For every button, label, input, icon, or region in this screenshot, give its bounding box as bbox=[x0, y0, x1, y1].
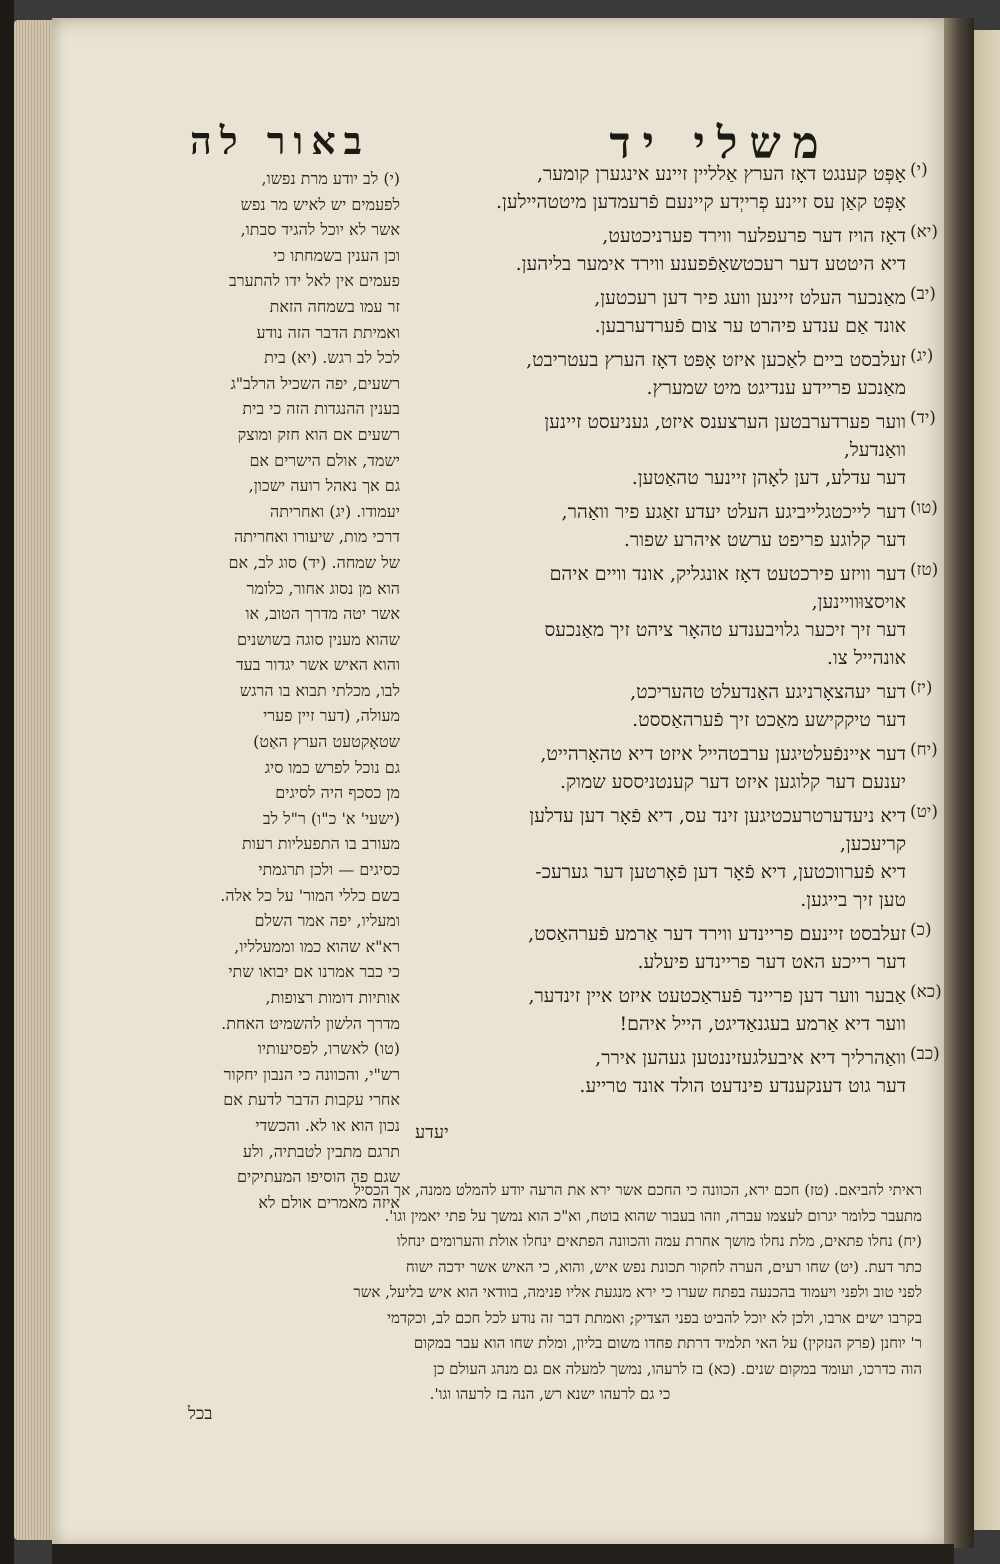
commentary-line: של שמחה. (יד) סוג לב, אם bbox=[228, 552, 400, 572]
verse-line: אויסצוּוויינען, bbox=[811, 591, 906, 613]
commentary-line: דרכי מות, שיעורו ואחריתה bbox=[233, 527, 400, 547]
commentary-line: אשר יטה מדרך הטוב, או bbox=[245, 604, 400, 624]
verse-line: דער קלוגע פריפט ערשט איהרע שפור. bbox=[623, 529, 906, 551]
verse-line: זעלבסט ביים לאַכען איזט אָפּט דאָז הערץ בעטריבט, bbox=[526, 349, 906, 371]
book-gutter bbox=[944, 18, 974, 1548]
verse-number: (כ) bbox=[910, 920, 932, 940]
running-head-commentary: באור לה bbox=[190, 118, 370, 163]
verse-number: (כב) bbox=[910, 1044, 940, 1064]
commentary-line: מדרך הלשון להשמיט האחת. bbox=[221, 1013, 400, 1033]
verse bbox=[410, 346, 940, 402]
commentary-line: שגם פה הוסיפו המעתיקים bbox=[237, 1167, 400, 1187]
verse bbox=[410, 222, 940, 278]
verse-line: דער איינפֿעלטיגען ערבטהייל איזט דיא טהאָרהייט, bbox=[540, 743, 906, 765]
verse-line: דער זיך זיכער גלויבענדע טהאָר ציהט זיך מאַנכעס bbox=[544, 619, 906, 641]
bottom-commentary-line: בקרבו ישים ארבו, ולכן לא יוכל להביט בפני הצדיק; ואמתת דבר זה נודע לכל חכם לב, וכקדמי bbox=[387, 1308, 922, 1327]
verse bbox=[410, 560, 940, 672]
scan-bottom-edge bbox=[52, 1544, 954, 1564]
commentary-line: אותיות דומות רצופות, bbox=[265, 988, 400, 1007]
verse-line: דער גוט דענקענדע פינדעט הולד אונד טרייע. bbox=[579, 1075, 906, 1097]
commentary-line: כסיגים — ולכן תרגמתי bbox=[258, 860, 400, 880]
catchword-bottom: בכל bbox=[188, 1404, 213, 1424]
verse bbox=[410, 498, 940, 554]
commentary-line: אחרי עקבות הדבר לדעת אם bbox=[223, 1090, 400, 1110]
verse-line: דער יעהצאָרניגע האַנדעלט טהעריכט, bbox=[630, 681, 906, 703]
bottom-commentary-line: ראיתי להביאם. (טז) חכם ירא, הכוונה כי החכם אשר ירא את הרעה יודע להמלט ממנה, אך הכסיל bbox=[353, 1181, 922, 1199]
commentary-line: גם נוכל לפרש כמו סיג bbox=[264, 757, 400, 777]
verse-text bbox=[410, 1044, 906, 1100]
verse-line: ווער פערדערבטען הערצענס איזט, געניעסט זיינען bbox=[544, 411, 906, 433]
verse-line: יענעם דער קלוגען איזט דער קענטניססע שמוק. bbox=[559, 771, 906, 793]
verse-number: (יח) bbox=[910, 740, 938, 760]
verse bbox=[410, 920, 940, 976]
verse-line: אונד אַם ענדע פיהרט ער צום פֿערדערבען. bbox=[594, 315, 906, 337]
commentary-line: רש"י, והכוונה כי הנבון יחקור bbox=[223, 1064, 400, 1084]
verse-text bbox=[410, 802, 906, 914]
commentary-line: וכן הענין בשמחתו כי bbox=[273, 245, 400, 265]
verse-number: (יג) bbox=[910, 346, 934, 366]
commentary-line: בענין ההנגדות הזה כי בית bbox=[242, 399, 400, 419]
verse-number: (יז) bbox=[910, 678, 933, 698]
translation-column bbox=[410, 160, 940, 1160]
commentary-line: לבו, מכלתי תבוא בו הרגש bbox=[239, 680, 400, 700]
verse-line: זעלבסט זיינעם פריינדע ווירד דער אַרמע פֿערהאַסט, bbox=[528, 923, 906, 945]
verse-text bbox=[410, 284, 906, 340]
commentary-line: רא"א שהוא כמו וממעלליו, bbox=[234, 936, 400, 956]
bottom-commentary-line: כתר דעת. (יט) שחו רעים, הערה לחקור תכונת נפש איש, והוא, כי האיש אשר ידכה ישוח bbox=[405, 1257, 922, 1276]
commentary-line: שהוא מענין סוגה בשושנים bbox=[236, 629, 400, 649]
commentary-line: ואמיתת הדבר הזה נודע bbox=[256, 322, 400, 342]
verse-line: טען זיך בייגען. bbox=[800, 889, 906, 911]
commentary-line: זר עמו בשמחה הזאת bbox=[269, 296, 400, 316]
verse-text bbox=[410, 346, 906, 402]
verse-list bbox=[410, 160, 940, 1100]
bottom-commentary-line: הוה כדרכו, ועומד במקום שנים. (כא) בז לרעהו, נמשך למעלה אם גם מנהג העולם כן bbox=[433, 1359, 922, 1378]
commentary-lines bbox=[172, 166, 400, 1215]
verse bbox=[410, 740, 940, 796]
facing-page-edge bbox=[974, 30, 1000, 1530]
verse-line: וואַנדעל, bbox=[843, 439, 906, 461]
verse-line: אונהייל צו. bbox=[826, 647, 906, 669]
verse-line: מאַנכע פריידע ענדיגט מיט שמערץ. bbox=[646, 377, 906, 399]
verse-line: קריעכען, bbox=[839, 833, 906, 855]
verse-number: (י) bbox=[910, 160, 928, 180]
bottom-commentary-line: לפני טוב ולפני ויעמוד בהכנעה בפתח שערו כי ירא מנגעת אליו פנימה, בוודאי הוא איש בליעל, אשר bbox=[353, 1283, 922, 1301]
verse-line: דאָז הויז דער פרעפלער ווירד פערניכטעט, bbox=[602, 225, 906, 247]
verse-line: דער טיקקישע מאַכט זיך פֿערהאַססט. bbox=[632, 709, 906, 731]
verse-line: אָפְּט קענגט דאָז הערץ אַלליין זיינע אינגערן קומער, bbox=[536, 163, 906, 185]
verse-text bbox=[410, 982, 906, 1038]
commentary-line: מן כסכף היה לסיגים bbox=[275, 783, 400, 803]
verse-number: (יד) bbox=[910, 408, 936, 428]
verse-number: (טז) bbox=[910, 560, 939, 580]
verse-text bbox=[410, 560, 906, 672]
commentary-line: מעורב בו התפעליות רעות bbox=[242, 834, 400, 854]
bottom-commentary-lines bbox=[178, 1178, 922, 1408]
verse-line: מאַנכער העלט זיינען וועג פיר דען רעכטען, bbox=[594, 287, 906, 309]
verse-line: וואַהרליך דיא איבעלגעזיננטען געהען אירר, bbox=[595, 1047, 906, 1069]
verse-text bbox=[410, 498, 906, 554]
verse-line: דער וויזע פירכטעט דאָז אונגליק, אונד וויים איהם bbox=[549, 563, 906, 585]
bottom-commentary-line: כי גם לרעהו ישנא רש, הנה בז לרעהו וגו'. bbox=[429, 1385, 671, 1403]
bottom-commentary bbox=[178, 1178, 922, 1408]
verse-line: ווער דיא אַרמע בעגנאַדיגט, הייל איהם! bbox=[619, 1013, 906, 1035]
commentary-line: ומעליו, יפה אמר השלם bbox=[254, 911, 400, 931]
verse bbox=[410, 802, 940, 914]
verse-number: (יב) bbox=[910, 284, 936, 304]
commentary-line: רשעים, יפה השכיל הרלב"ג bbox=[230, 373, 400, 393]
bottom-commentary-line: מתעבר כלומר יגרום לעצמו עברה, וזהו בעבור שהוא בוטח, וא"כ הוא נמשך על פתי יאמין וגו'. bbox=[384, 1206, 922, 1225]
verse-line: אָפְּט קאַן עס זיינע פְרייְדע קיינעם פֿרעמדען מיטטהיילען. bbox=[496, 191, 906, 213]
verse-line: דער עדלע, דען לאָהן זיינער טהאַטען. bbox=[631, 467, 906, 489]
verse bbox=[410, 160, 940, 216]
commentary-line: אשר לא יוכל להגיד סבתו, bbox=[240, 220, 400, 240]
commentary-line: בשם כללי המור' על כל אלה. bbox=[220, 885, 400, 905]
verse-text bbox=[410, 920, 906, 976]
running-head-main: משלי יד bbox=[609, 118, 831, 169]
commentary-line: לפעמים יש לאיש מר נפש bbox=[240, 194, 400, 214]
verse-text bbox=[410, 740, 906, 796]
verse-number: (כא) bbox=[910, 982, 942, 1002]
commentary-line: תרגם מתבין לטבתיה, ולע bbox=[242, 1141, 400, 1161]
commentary-line: יעמודו. (יג) ואחריתה bbox=[269, 501, 400, 521]
verse-line: דער רייכע האט דער פריינדע פיעלע. bbox=[637, 951, 906, 973]
verse bbox=[410, 284, 940, 340]
commentary-line: (י) לב יודע מרת נפשו, bbox=[261, 169, 400, 188]
verse-line: דיא ניעדערטרעכטיגען זינד עס, דיא פֿאָר דען עדלען bbox=[529, 805, 906, 827]
verse-line: דיא היטטע דער רעכטשאַפֿפענע ווירד אימער בליהען. bbox=[515, 253, 906, 275]
verse-text bbox=[410, 222, 906, 278]
verse-line: דער לייכטגלייביגע העלט יעדע זאַגע פיר וואַהר, bbox=[561, 501, 906, 523]
commentary-line: כי כבר אמרנו אם יבואו שתי bbox=[228, 962, 400, 982]
commentary-line: ישמד, אולם הישרים אם bbox=[249, 450, 400, 470]
verse-text bbox=[410, 408, 906, 492]
commentary-line: מעולה, (דער זיין פערי bbox=[263, 706, 400, 726]
commentary-line: (ישעי' א' כ"ו) ר"ל לב bbox=[262, 808, 400, 828]
commentary-line: גם אך נאהל רועה ישכון, bbox=[248, 476, 400, 496]
commentary-line: הוא מן נסוג אחור, כלומר bbox=[246, 578, 400, 598]
verse bbox=[410, 982, 940, 1038]
commentary-line: איזה מאמרים אולם לא bbox=[258, 1192, 400, 1212]
verse bbox=[410, 678, 940, 734]
verse-number: (טו) bbox=[910, 498, 938, 518]
verse-line: דיא פֿערווכטען, דיא פֿאָר דען פֿאָרטען דער גערעכ- bbox=[535, 861, 906, 883]
catchword-translation: יעדע bbox=[415, 1122, 449, 1143]
verse-text bbox=[410, 160, 906, 216]
verse-number: (יט) bbox=[910, 802, 939, 822]
commentary-line: רשעים אם הוא חזק ומוצק bbox=[237, 424, 400, 444]
verse bbox=[410, 408, 940, 492]
verse-line: אַבער ווער דען פריינד פֿעראַכטעט איזט איין זינדער, bbox=[528, 985, 906, 1007]
verse bbox=[410, 1044, 940, 1100]
commentary-line: נכון הוא או לא. והכשדי bbox=[255, 1115, 400, 1135]
scan-background bbox=[0, 0, 14, 1564]
commentary-line: פעמים אין לאל ידו להתערב bbox=[229, 271, 400, 291]
bottom-commentary-line: (יח) נחלו פתאים, מלת נחלו מושך אחרת עמה והכוונה הפתאים ינחלו אולת והערומים ינחלו bbox=[396, 1232, 922, 1250]
commentary-line: (טו) לאשרו, לפסיעותיו bbox=[257, 1039, 400, 1059]
verse-text bbox=[410, 678, 906, 734]
commentary-line: לכל לב רגש. (יא) בית bbox=[264, 348, 400, 368]
verse-number: (יא) bbox=[910, 222, 938, 242]
commentary-line: שטאָקטעט הערץ האַט) bbox=[253, 732, 400, 752]
commentary-line: והוא האיש אשר יגדור בעד bbox=[235, 655, 400, 675]
bottom-commentary-line: ר' יוחנן (פרק הנזקין) על האי תלמיד דרתת פחדו משום בליון, ומלת שחו הוא עבר במקום bbox=[413, 1334, 922, 1352]
commentary-column bbox=[172, 166, 400, 1212]
